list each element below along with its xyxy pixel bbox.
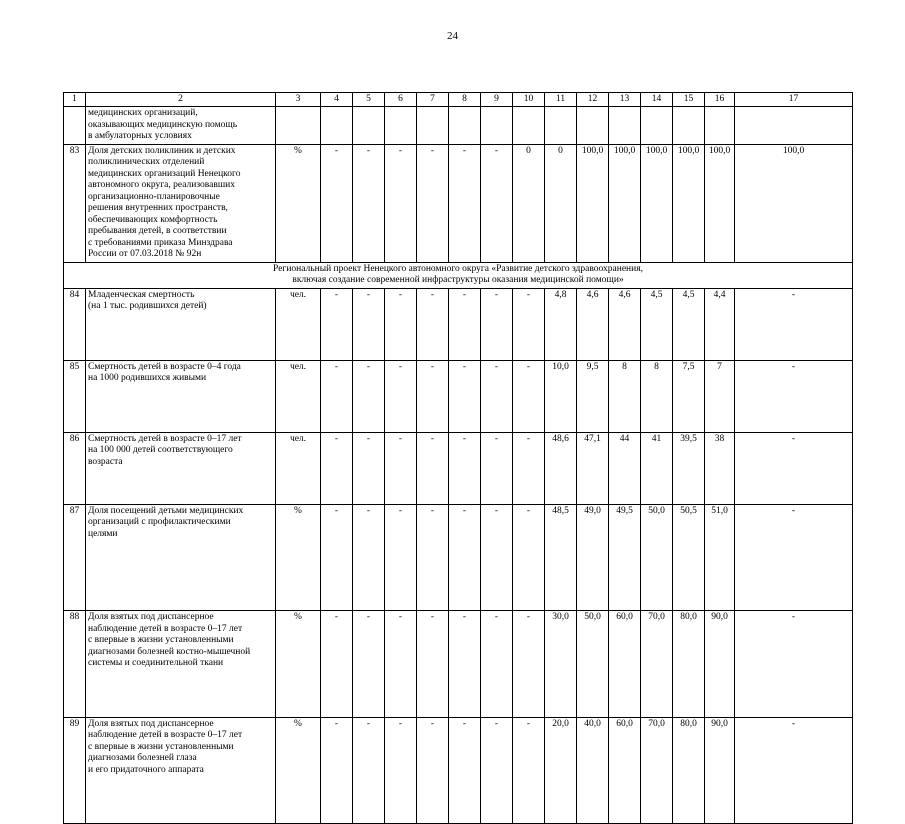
value-cell: 80,0 [673,611,705,718]
value-cell: 30,0 [545,611,577,718]
unit-cell: чел. [276,288,321,360]
header-cell: 6 [385,93,417,107]
name-line: России от 07.03.2018 № 92н [88,249,202,259]
table-row [64,504,853,611]
unit-cell: чел. [276,432,321,504]
value-cell: - [321,611,353,718]
indicator-name [86,107,276,145]
continuation-row [64,107,853,145]
name-line: и его придаточного аппарата [88,764,204,775]
row-number: 87 [64,504,86,611]
header-cell: 17 [735,93,853,107]
value-cell: - [735,611,853,718]
value-cell: 20,0 [545,717,577,824]
value-cell: - [417,360,449,432]
name-line: организаций с профилактическими [88,517,231,527]
unit-cell: чел. [276,360,321,432]
value-cell: 90,0 [705,717,735,824]
indicator-name [86,360,276,432]
value-cell: 60,0 [609,717,641,824]
table-row [64,611,853,718]
name-line: диагнозами болезней глаза [88,753,197,763]
value-cell: - [449,504,481,611]
value-cell: - [735,288,853,360]
page-number: 24 [447,30,458,42]
value-cell: 49,5 [609,504,641,611]
row-number: 88 [64,611,86,718]
table-row [64,288,853,360]
value-cell: - [481,717,513,824]
section-line: включая создание современной инфраструктуры оказания медицинской помощи» [292,275,624,285]
value-cell: 4,6 [577,288,609,360]
value-cell: 49,0 [577,504,609,611]
name-line: пребывания детей, в соответствии [88,226,227,236]
value-cell: 0 [513,144,545,262]
value-cell: 9,5 [577,360,609,432]
value-cell: 100,0 [673,144,705,262]
value-cell: 8 [641,360,673,432]
value-cell: - [385,611,417,718]
value-cell: 48,5 [545,504,577,611]
value-cell: 4,5 [673,288,705,360]
value-cell: 41 [641,432,673,504]
name-line: возраста [88,456,123,467]
value-cell: 100,0 [735,144,853,262]
value-cell: - [385,288,417,360]
value-cell: - [385,432,417,504]
value-cell: 4,4 [705,288,735,360]
header-cell: 9 [481,93,513,107]
value-cell: 44 [609,432,641,504]
table-row [64,144,853,262]
value-cell: 100,0 [609,144,641,262]
value-cell: 100,0 [705,144,735,262]
value-cell: - [481,432,513,504]
name-line: оказывающих медицинскую помощь [88,119,238,130]
value-cell: - [513,360,545,432]
unit-cell: % [276,504,321,611]
unit-cell: % [276,717,321,824]
value-cell: - [417,288,449,360]
unit-cell: % [276,144,321,262]
name-line: на 1000 родившихся живыми [88,373,207,383]
row-number: 84 [64,288,86,360]
value-cell: 70,0 [641,717,673,824]
row-number: 86 [64,432,86,504]
value-cell: 4,6 [609,288,641,360]
header-cell: 12 [577,93,609,107]
value-cell: - [417,504,449,611]
value-cell: - [353,504,385,611]
section-row [64,262,853,288]
header-cell: 8 [449,93,481,107]
name-line: обеспечивающих комфортность [88,214,218,225]
value-cell: - [417,432,449,504]
name-line: системы и соединительной ткани [88,658,224,668]
name-line: медицинских организаций Ненецкого [88,168,241,179]
name-line: с впервые в жизни установленными [88,635,234,645]
value-cell: - [481,360,513,432]
header-cell: 2 [86,93,276,107]
value-cell: 80,0 [673,717,705,824]
name-line: организационно-планировочные [88,191,220,202]
value-cell: - [449,611,481,718]
indicator-name [86,717,276,824]
value-cell: - [481,504,513,611]
table-row [64,717,853,824]
name-line: Доля посещений детьми медицинских [88,505,244,516]
name-line: автономного округа, реализовавших [88,180,235,190]
value-cell: - [321,504,353,611]
value-cell: - [513,717,545,824]
name-line: на 100 000 детей соответствующего [88,445,233,455]
header-cell: 14 [641,93,673,107]
value-cell: - [417,611,449,718]
value-cell: 50,5 [673,504,705,611]
value-cell: - [481,288,513,360]
value-cell: - [321,144,353,262]
name-line: поликлинических отделений [88,157,205,167]
header-cell: 3 [276,93,321,107]
value-cell: 47,1 [577,432,609,504]
header-cell: 15 [673,93,705,107]
name-line: Доля взятых под диспансерное [88,718,214,729]
name-line: Смертность детей в возрасте 0–4 года [88,361,241,372]
unit-cell: % [276,611,321,718]
value-cell: 50,0 [577,611,609,718]
value-cell: - [735,432,853,504]
value-cell: - [353,288,385,360]
row-number: 89 [64,717,86,824]
value-cell: 40,0 [577,717,609,824]
name-line: Доля взятых под диспансерное [88,612,214,622]
value-cell: - [353,432,385,504]
name-line: Младенческая смертность [88,289,195,300]
value-cell: - [353,611,385,718]
value-cell: - [353,144,385,262]
indicator-name [86,432,276,504]
value-cell: - [417,144,449,262]
name-line: (на 1 тыс. родившихся детей) [88,301,207,311]
value-cell: 7,5 [673,360,705,432]
value-cell: - [481,611,513,718]
value-cell: 100,0 [577,144,609,262]
name-line: целями [88,528,118,539]
header-cell: 5 [353,93,385,107]
indicator-name [86,144,276,262]
value-cell: 90,0 [705,611,735,718]
name-line: в амбулаторных условиях [88,131,192,141]
name-line: Доля детских поликлиник и детских [88,145,236,156]
value-cell: 8 [609,360,641,432]
name-line: решения внутренних пространств, [88,203,228,213]
header-cell: 16 [705,93,735,107]
value-cell: - [321,360,353,432]
table-row [64,432,853,504]
header-cell: 7 [417,93,449,107]
value-cell: 100,0 [641,144,673,262]
value-cell: - [385,144,417,262]
section-heading [64,262,853,288]
value-cell: 70,0 [641,611,673,718]
name-line: Смертность детей в возрасте 0–17 лет [88,433,242,444]
name-line: медицинских организаций, [88,108,198,118]
value-cell: - [353,717,385,824]
value-cell: - [449,360,481,432]
value-cell: - [513,432,545,504]
name-line: наблюдение детей в возрасте 0–17 лет [88,623,243,634]
indicator-name [86,504,276,611]
value-cell: - [735,360,853,432]
value-cell: - [321,288,353,360]
header-row [64,93,853,107]
value-cell: - [513,288,545,360]
value-cell: 38 [705,432,735,504]
row-number: 85 [64,360,86,432]
value-cell: - [513,611,545,718]
value-cell: - [385,504,417,611]
header-cell: 4 [321,93,353,107]
value-cell: - [385,360,417,432]
value-cell: 51,0 [705,504,735,611]
value-cell: 4,5 [641,288,673,360]
value-cell: - [481,144,513,262]
name-line: наблюдение детей в возрасте 0–17 лет [88,730,243,740]
header-cell: 10 [513,93,545,107]
value-cell: - [735,717,853,824]
value-cell: - [449,144,481,262]
value-cell: 50,0 [641,504,673,611]
section-line: Региональный проект Ненецкого автономного округа «Развитие детского здравоохранения, [273,263,643,274]
value-cell: 0 [545,144,577,262]
table-row [64,360,853,432]
value-cell: - [449,432,481,504]
name-line: диагнозами болезней костно-мышечной [88,646,251,657]
indicator-name [86,611,276,718]
value-cell: - [385,717,417,824]
value-cell: - [321,717,353,824]
value-cell: 48,6 [545,432,577,504]
value-cell: 39,5 [673,432,705,504]
value-cell: - [417,717,449,824]
row-number: 83 [64,144,86,262]
name-line: с впервые в жизни установленными [88,741,234,752]
value-cell: 60,0 [609,611,641,718]
value-cell: - [735,504,853,611]
value-cell: - [449,288,481,360]
name-line: с требованиями приказа Минздрава [88,237,233,248]
header-cell: 1 [64,93,86,107]
value-cell: - [321,432,353,504]
value-cell: - [513,504,545,611]
indicator-name [86,288,276,360]
header-cell: 11 [545,93,577,107]
value-cell: 7 [705,360,735,432]
value-cell: 10,0 [545,360,577,432]
value-cell: - [353,360,385,432]
value-cell: 4,8 [545,288,577,360]
value-cell: - [449,717,481,824]
indicators-table [63,92,853,824]
header-cell: 13 [609,93,641,107]
